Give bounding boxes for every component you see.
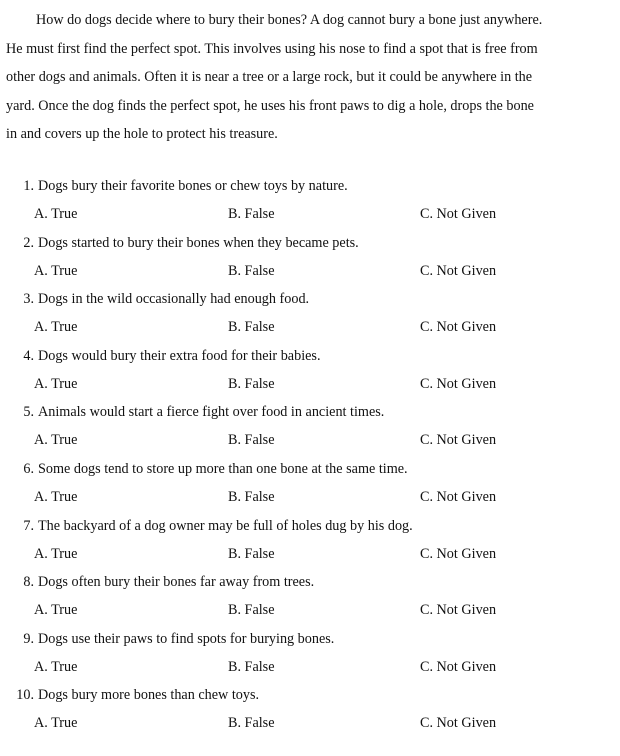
question-text: Some dogs tend to store up more than one bone at the same time. bbox=[38, 460, 408, 477]
option-a-true[interactable]: A. True bbox=[34, 319, 78, 336]
option-c-not-given[interactable]: C. Not Given bbox=[420, 715, 497, 732]
option-a-true[interactable]: A. True bbox=[34, 602, 78, 619]
option-c-not-given[interactable]: C. Not Given bbox=[420, 262, 497, 279]
question-stem bbox=[14, 455, 408, 483]
option-b-false[interactable]: B. False bbox=[228, 432, 275, 449]
question-text: Dogs often bury their bones far away from trees. bbox=[38, 574, 315, 591]
question-text: Dogs in the wild occasionally had enough food. bbox=[38, 291, 310, 308]
question-text: Animals would start a fierce fight over food in ancient times. bbox=[38, 404, 385, 421]
question-number: 7. bbox=[23, 517, 34, 534]
question-number: 6. bbox=[23, 460, 34, 477]
option-c-not-given[interactable]: C. Not Given bbox=[420, 488, 497, 505]
question-item bbox=[0, 172, 620, 229]
option-b-false[interactable]: B. False bbox=[228, 206, 275, 222]
answer-options bbox=[0, 200, 620, 228]
reading-passage bbox=[6, 6, 614, 149]
question-item bbox=[0, 681, 620, 738]
option-a-true[interactable]: A. True bbox=[34, 262, 78, 279]
question-list bbox=[0, 172, 620, 738]
passage-line: He must first find the perfect spot. This involves using his nose to find a spot that is free from bbox=[6, 40, 538, 57]
answer-options bbox=[0, 709, 620, 737]
question-number: 9. bbox=[23, 630, 34, 647]
question-stem bbox=[14, 342, 321, 370]
option-a-true[interactable]: A. True bbox=[34, 715, 78, 732]
question-stem bbox=[14, 512, 413, 540]
question-number: 10. bbox=[16, 687, 34, 704]
question-number: 4. bbox=[23, 347, 34, 364]
question-text: Dogs bury more bones than chew toys. bbox=[38, 687, 260, 704]
option-a-true[interactable]: A. True bbox=[34, 206, 78, 222]
question-item bbox=[0, 512, 620, 569]
option-a-true[interactable]: A. True bbox=[34, 432, 78, 449]
question-text: Dogs would bury their extra food for their babies. bbox=[38, 347, 321, 364]
option-c-not-given[interactable]: C. Not Given bbox=[420, 375, 497, 392]
question-number: 3. bbox=[23, 291, 34, 308]
option-c-not-given[interactable]: C. Not Given bbox=[420, 432, 497, 449]
answer-options bbox=[0, 483, 620, 511]
question-item bbox=[0, 568, 620, 625]
option-a-true[interactable]: A. True bbox=[34, 375, 78, 392]
option-c-not-given[interactable]: C. Not Given bbox=[420, 545, 497, 562]
question-stem bbox=[14, 285, 309, 313]
option-a-true[interactable]: A. True bbox=[34, 658, 78, 675]
option-c-not-given[interactable]: C. Not Given bbox=[420, 319, 497, 336]
question-item bbox=[0, 625, 620, 682]
question-item bbox=[0, 455, 620, 512]
question-item bbox=[0, 229, 620, 286]
passage-line: in and covers up the hole to protect his treasure. bbox=[6, 126, 278, 143]
question-number: 1. bbox=[23, 178, 34, 194]
question-stem bbox=[14, 681, 259, 709]
option-b-false[interactable]: B. False bbox=[228, 602, 275, 619]
question-text: The backyard of a dog owner may be full of holes dug by his dog. bbox=[38, 517, 413, 534]
answer-options bbox=[0, 370, 620, 398]
option-c-not-given[interactable]: C. Not Given bbox=[420, 206, 497, 222]
answer-options bbox=[0, 257, 620, 285]
option-c-not-given[interactable]: C. Not Given bbox=[420, 658, 497, 675]
question-number: 2. bbox=[23, 234, 34, 251]
answer-options bbox=[0, 653, 620, 681]
question-stem bbox=[14, 398, 384, 426]
option-b-false[interactable]: B. False bbox=[228, 658, 275, 675]
passage-line: other dogs and animals. Often it is near a tree or a large rock, but it could be anywhere in the bbox=[6, 69, 533, 86]
passage-line: How do dogs decide where to bury their bones? A dog cannot bury a bone just anywhere. bbox=[36, 12, 543, 28]
question-item bbox=[0, 398, 620, 455]
question-item bbox=[0, 342, 620, 399]
option-b-false[interactable]: B. False bbox=[228, 545, 275, 562]
question-stem bbox=[14, 172, 348, 200]
answer-options bbox=[0, 426, 620, 454]
answer-options bbox=[0, 596, 620, 624]
question-stem bbox=[14, 568, 314, 596]
option-c-not-given[interactable]: C. Not Given bbox=[420, 602, 497, 619]
option-b-false[interactable]: B. False bbox=[228, 375, 275, 392]
question-text: Dogs started to bury their bones when they became pets. bbox=[38, 234, 359, 251]
question-text: Dogs use their paws to find spots for burying bones. bbox=[38, 630, 335, 647]
option-a-true[interactable]: A. True bbox=[34, 488, 78, 505]
option-b-false[interactable]: B. False bbox=[228, 319, 275, 336]
question-stem bbox=[14, 229, 359, 257]
question-stem bbox=[14, 625, 334, 653]
question-item bbox=[0, 285, 620, 342]
passage-line: yard. Once the dog finds the perfect spot, he uses his front paws to dig a hole, drops the bone bbox=[6, 97, 534, 114]
question-number: 8. bbox=[23, 574, 34, 591]
option-b-false[interactable]: B. False bbox=[228, 488, 275, 505]
option-a-true[interactable]: A. True bbox=[34, 545, 78, 562]
option-b-false[interactable]: B. False bbox=[228, 715, 275, 732]
option-b-false[interactable]: B. False bbox=[228, 262, 275, 279]
answer-options bbox=[0, 313, 620, 341]
question-text: Dogs bury their favorite bones or chew toys by nature. bbox=[38, 178, 348, 194]
answer-options bbox=[0, 540, 620, 568]
question-number: 5. bbox=[23, 404, 34, 421]
